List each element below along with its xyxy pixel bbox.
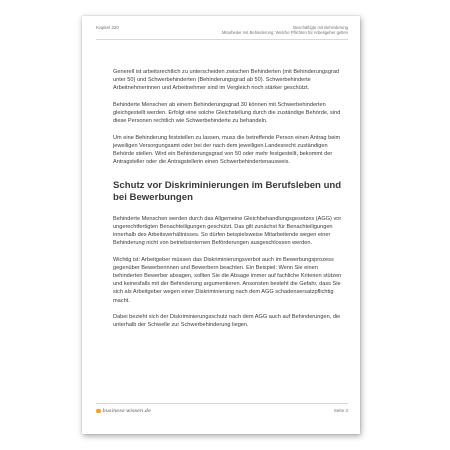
page-footer <box>96 403 348 418</box>
page-number: Seite 3 <box>333 408 348 413</box>
logo-text: business-wissen.de <box>102 408 152 414</box>
paragraph: Dabei bezieht sich der Diskriminierungsschutz nach dem AGG auch auf Behinderungen, die unterhalb der Schwelle zur Schwerbehinderung liegen. <box>113 314 341 329</box>
chapter-label: Kapitel 220 <box>96 25 119 30</box>
paragraph: Generell ist arbeitsrechtlich zu unterscheiden zwischen Behinderten (mit Behinderungsgrad unter 50) und Schwerbehinderten (Behinderungsgrad ab 50). Schwerbehinderte Arbeitnehmerinnen und Arbeitnehmer sind im Vergleich noch stärker geschützt. <box>113 69 340 92</box>
document-page <box>82 16 360 434</box>
paragraph: Behinderte Menschen werden durch das Allgemeine Gleichbehandlungsgesetzes (AGG) vor ungerechtfertigten Benachteiligungen geschützt. Das gilt zunächst für Benachteiligungen innerhalb des Arbeitsverhältnisses. So dürfen beispielsweise Mitarbeitende wegen einer Behinderung nicht von betriebsinternen Beförderungen ausgeschlossen werden. <box>113 216 342 247</box>
paragraph: Um eine Behinderung feststellen zu lassen, muss die betreffende Person einen Antrag beim jeweiligen Versorgungsamt oder bei der nach dem jeweiligen Landesrecht zuständigen Behörde stellen. Wird ein Behinderungsgrad von 50 oder mehr festgestellt, bekommt der Antragsteller oder die Antragstellerin einen Schwerbehindertenausweis. <box>113 134 341 166</box>
section-heading: Schutz vor Diskriminierungen im Berufsleben und bei Bewerbungen <box>113 180 342 204</box>
header-subtitle: Mitarbeiter mit Behinderung: Welche Pflichten für Arbeitgeber gelten <box>221 30 348 36</box>
logo-dot-icon <box>96 409 101 414</box>
page-content <box>113 68 344 338</box>
paragraph: Wichtig ist: Arbeitgeber müssen das Diskriminierungsverbot auch im Bewerbungsprozess gegenüber Bewerberinnen und Bewerbern beachten. Ein Beispiel: Wenn Sie einen behinderten Bewerber absagen, sollten Sie die Absage immer auf fachliche Kriterien stützen und keinesfalls mit der Behinderung argumentieren. Ansonsten besteht die Gefahr, dass Sie sich als Arbeitgeber wegen einer Diskriminierung nach dem AGG schadensersatzpflichtig macht. <box>113 257 342 304</box>
header-titles <box>222 25 348 35</box>
paragraph: Behinderte Menschen ab einem Behinderungsgrad 30 können mit Schwerbehinderten gleichgestellt werden. Erfolgt eine solche Gleichstellung durch die zuständige Behörde, sind diese Personen rechtlich wie Schwerbehinderte zu behandeln. <box>113 101 341 125</box>
page-header <box>96 24 348 40</box>
brand-logo[interactable] <box>96 408 151 414</box>
header-title: Beschäftigte mit Behinderung <box>293 25 348 30</box>
